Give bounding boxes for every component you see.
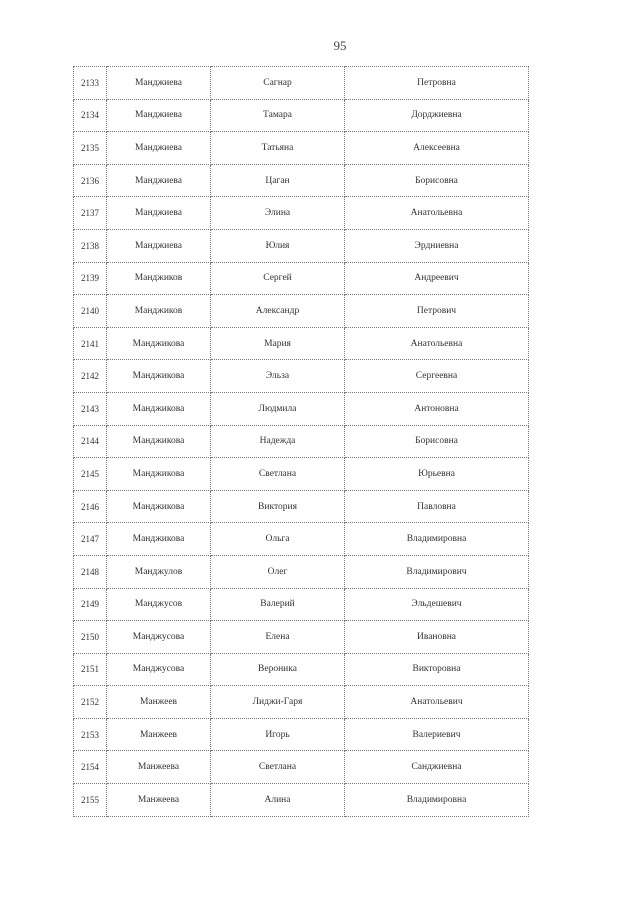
first-name-cell: Игорь <box>211 718 345 751</box>
row-number-cell: 2138 <box>74 229 107 262</box>
first-name-cell: Вероника <box>211 653 345 686</box>
table-row <box>74 458 529 491</box>
table-row <box>74 784 529 817</box>
row-number-cell: 2145 <box>74 458 107 491</box>
row-number-cell: 2136 <box>74 164 107 197</box>
patronymic-cell: Андреевич <box>345 262 529 295</box>
first-name-cell: Олег <box>211 555 345 588</box>
registry-body <box>74 67 529 817</box>
table-row <box>74 686 529 719</box>
table-row <box>74 718 529 751</box>
first-name-cell: Александр <box>211 295 345 328</box>
table-row <box>74 164 529 197</box>
first-name-cell: Светлана <box>211 751 345 784</box>
first-name-cell: Сергей <box>211 262 345 295</box>
row-number-cell: 2137 <box>74 197 107 230</box>
first-name-cell: Светлана <box>211 458 345 491</box>
patronymic-cell: Владимирович <box>345 555 529 588</box>
row-number-cell: 2144 <box>74 425 107 458</box>
table-row <box>74 67 529 100</box>
surname-cell: Манджиков <box>107 262 211 295</box>
patronymic-cell: Сергеевна <box>345 360 529 393</box>
surname-cell: Манджикова <box>107 360 211 393</box>
surname-cell: Манджиева <box>107 229 211 262</box>
table-row <box>74 197 529 230</box>
surname-cell: Манжеев <box>107 718 211 751</box>
patronymic-cell: Валериевич <box>345 718 529 751</box>
patronymic-cell: Ивановна <box>345 621 529 654</box>
table-row <box>74 360 529 393</box>
first-name-cell: Валерий <box>211 588 345 621</box>
row-number-cell: 2152 <box>74 686 107 719</box>
patronymic-cell: Юрьевна <box>345 458 529 491</box>
table-row <box>74 751 529 784</box>
row-number-cell: 2151 <box>74 653 107 686</box>
table-row <box>74 295 529 328</box>
row-number-cell: 2135 <box>74 132 107 165</box>
patronymic-cell: Владимировна <box>345 784 529 817</box>
surname-cell: Манджусова <box>107 653 211 686</box>
surname-cell: Манджикова <box>107 523 211 556</box>
surname-cell: Манджусов <box>107 588 211 621</box>
surname-cell: Манджикова <box>107 327 211 360</box>
table-row <box>74 327 529 360</box>
surname-cell: Манджикова <box>107 425 211 458</box>
surname-cell: Манджиева <box>107 197 211 230</box>
table-row <box>74 653 529 686</box>
surname-cell: Манджиева <box>107 164 211 197</box>
first-name-cell: Юлия <box>211 229 345 262</box>
patronymic-cell: Борисовна <box>345 425 529 458</box>
row-number-cell: 2148 <box>74 555 107 588</box>
first-name-cell: Ольга <box>211 523 345 556</box>
patronymic-cell: Анатольевич <box>345 686 529 719</box>
table-row <box>74 588 529 621</box>
table-row <box>74 392 529 425</box>
surname-cell: Манджиков <box>107 295 211 328</box>
first-name-cell: Мария <box>211 327 345 360</box>
table-row <box>74 490 529 523</box>
row-number-cell: 2150 <box>74 621 107 654</box>
first-name-cell: Виктория <box>211 490 345 523</box>
row-number-cell: 2149 <box>74 588 107 621</box>
first-name-cell: Алина <box>211 784 345 817</box>
row-number-cell: 2139 <box>74 262 107 295</box>
patronymic-cell: Владимировна <box>345 523 529 556</box>
surname-cell: Манджикова <box>107 392 211 425</box>
first-name-cell: Людмила <box>211 392 345 425</box>
first-name-cell: Тамара <box>211 99 345 132</box>
surname-cell: Манджулов <box>107 555 211 588</box>
first-name-cell: Надежда <box>211 425 345 458</box>
first-name-cell: Цаган <box>211 164 345 197</box>
registry-table <box>73 66 529 817</box>
first-name-cell: Сагнар <box>211 67 345 100</box>
row-number-cell: 2133 <box>74 67 107 100</box>
table-row <box>74 621 529 654</box>
surname-cell: Манджиева <box>107 132 211 165</box>
surname-cell: Манджусова <box>107 621 211 654</box>
table-row <box>74 523 529 556</box>
surname-cell: Манджикова <box>107 458 211 491</box>
surname-cell: Манжеева <box>107 751 211 784</box>
patronymic-cell: Дорджиевна <box>345 99 529 132</box>
surname-cell: Манджиева <box>107 99 211 132</box>
table-row <box>74 229 529 262</box>
row-number-cell: 2154 <box>74 751 107 784</box>
surname-cell: Манжеева <box>107 784 211 817</box>
table-row <box>74 425 529 458</box>
row-number-cell: 2140 <box>74 295 107 328</box>
first-name-cell: Елена <box>211 621 345 654</box>
patronymic-cell: Анатольевна <box>345 327 529 360</box>
patronymic-cell: Петровна <box>345 67 529 100</box>
patronymic-cell: Анатольевна <box>345 197 529 230</box>
patronymic-cell: Борисовна <box>345 164 529 197</box>
row-number-cell: 2141 <box>74 327 107 360</box>
surname-cell: Манджиева <box>107 67 211 100</box>
first-name-cell: Эльза <box>211 360 345 393</box>
row-number-cell: 2147 <box>74 523 107 556</box>
patronymic-cell: Викторовна <box>345 653 529 686</box>
patronymic-cell: Эльдешевич <box>345 588 529 621</box>
patronymic-cell: Петрович <box>345 295 529 328</box>
table-row <box>74 555 529 588</box>
first-name-cell: Элина <box>211 197 345 230</box>
patronymic-cell: Павловна <box>345 490 529 523</box>
patronymic-cell: Санджиевна <box>345 751 529 784</box>
table-row <box>74 262 529 295</box>
row-number-cell: 2146 <box>74 490 107 523</box>
page-number: 95 <box>333 38 347 53</box>
first-name-cell: Татьяна <box>211 132 345 165</box>
surname-cell: Манжеев <box>107 686 211 719</box>
row-number-cell: 2142 <box>74 360 107 393</box>
first-name-cell: Лиджи-Гаря <box>211 686 345 719</box>
patronymic-cell: Антоновна <box>345 392 529 425</box>
patronymic-cell: Эрдниевна <box>345 229 529 262</box>
row-number-cell: 2155 <box>74 784 107 817</box>
table-row <box>74 99 529 132</box>
row-number-cell: 2143 <box>74 392 107 425</box>
surname-cell: Манджикова <box>107 490 211 523</box>
row-number-cell: 2153 <box>74 718 107 751</box>
patronymic-cell: Алексеевна <box>345 132 529 165</box>
table-row <box>74 132 529 165</box>
row-number-cell: 2134 <box>74 99 107 132</box>
